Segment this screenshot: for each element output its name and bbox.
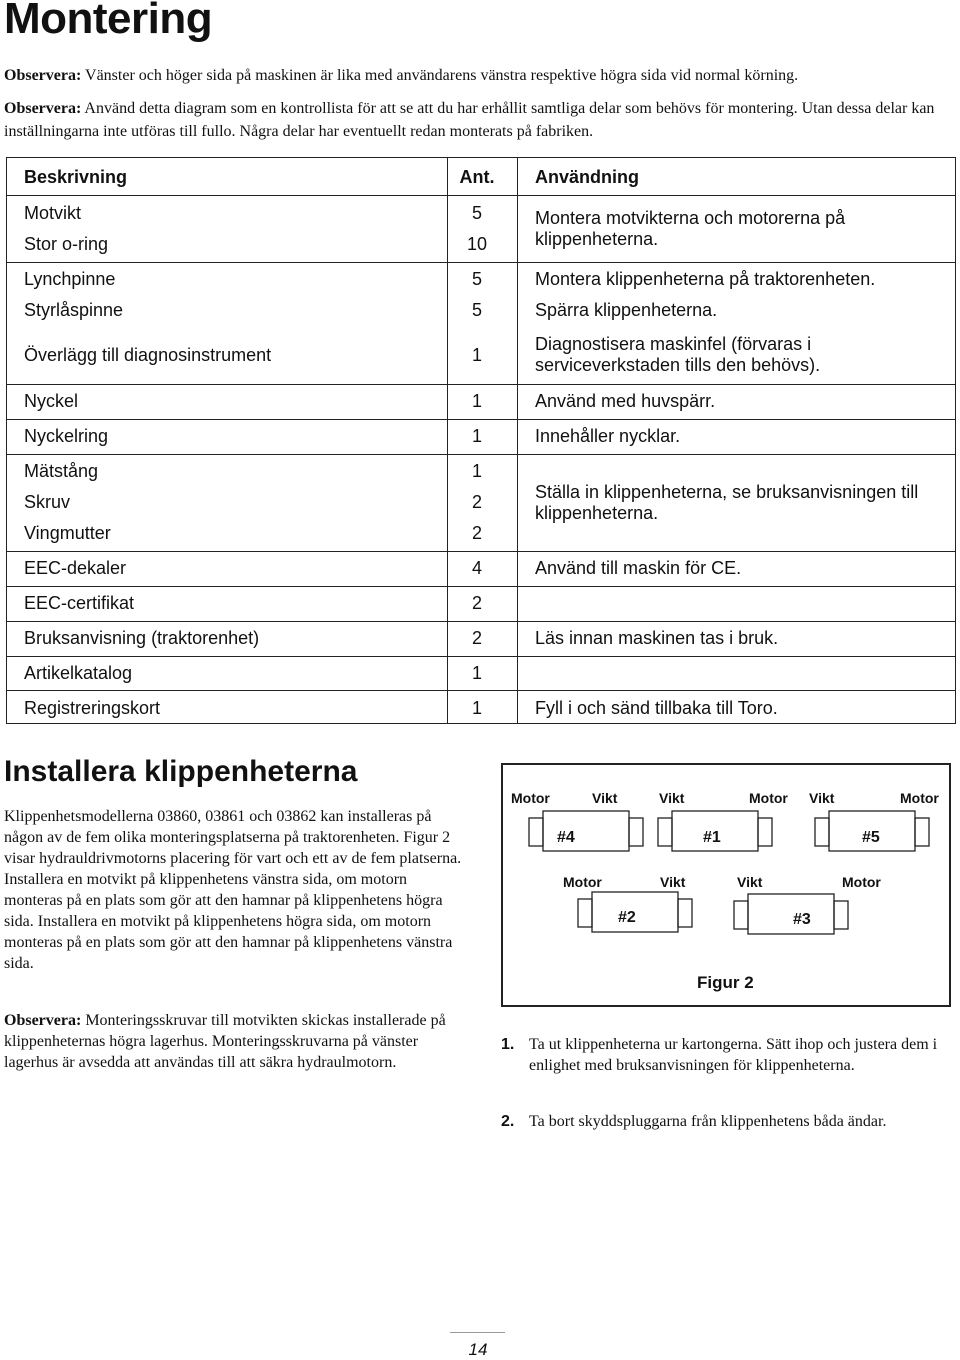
- cutting-unit-4: [529, 811, 643, 851]
- item-usage: Diagnostisera maskinfel (förvaras i serviceverkstaden tills den behövs).: [535, 334, 821, 375]
- item-name: Nyckelring: [24, 426, 109, 446]
- row-divider: [7, 690, 955, 691]
- item-name: Bruksanvisning (traktorenhet): [24, 628, 260, 648]
- item-name: EEC-dekaler: [24, 558, 127, 578]
- item-usage: Montera motvikterna och motorerna på klippenheterna.: [535, 208, 846, 249]
- unit-4-left-label: Motor: [511, 790, 550, 806]
- section-title: Installera klippenheterna: [4, 755, 358, 788]
- item-usage: Läs innan maskinen tas i bruk.: [535, 628, 779, 648]
- note-paragraph: [4, 1010, 464, 1073]
- row-divider: [7, 621, 955, 622]
- unit-5-id: #5: [862, 829, 880, 846]
- item-name: EEC-certifikat: [24, 593, 135, 613]
- item-usage: Fyll i och sänd tillbaka till Toro.: [535, 698, 778, 718]
- item-name: Artikelkatalog: [24, 663, 133, 683]
- note-paragraph: [4, 64, 954, 87]
- page-number: 14: [468, 1340, 488, 1359]
- page-title: Montering: [4, 0, 213, 43]
- item-usage: Ställa in klippenheterna, se bruksanvisningen till klippenheterna.: [535, 482, 919, 523]
- unit-2-right-label: Vikt: [660, 874, 686, 890]
- item-name: Stor o-ring: [24, 234, 109, 254]
- item-usage: Innehåller nycklar.: [535, 426, 681, 446]
- row-divider: [7, 551, 955, 552]
- item-usage: Använd till maskin för CE.: [535, 558, 742, 578]
- item-name: Lynchpinne: [24, 269, 116, 289]
- step-number: 2.: [501, 1113, 515, 1130]
- item-qty: 1: [471, 698, 482, 718]
- item-qty: 1: [471, 426, 482, 446]
- item-usage: Använd med huvspärr.: [535, 391, 716, 411]
- row-divider: [7, 384, 955, 385]
- item-qty: 5: [471, 203, 482, 223]
- item-qty: 1: [471, 663, 482, 683]
- parts-table: [6, 157, 956, 724]
- item-name: Registreringskort: [24, 698, 161, 718]
- step-text: Ta ut klippenheterna ur kartongerna. Sätt ihop och justera dem i enlighet med bruksanvisningen för klippenheterna.: [529, 1036, 938, 1074]
- column-divider: [517, 158, 518, 723]
- note-label: Observera:: [4, 1012, 82, 1029]
- figure-caption: Figur 2: [697, 973, 754, 992]
- unit-2-id: #2: [618, 909, 636, 926]
- unit-5-right-label: Motor: [900, 790, 939, 806]
- unit-4-right-label: Vikt: [592, 790, 618, 806]
- item-usage: Montera klippenheterna på traktorenheten.: [535, 269, 876, 289]
- item-qty: 2: [471, 492, 482, 512]
- unit-3-right-label: Motor: [842, 874, 881, 890]
- unit-1-id: #1: [703, 829, 721, 846]
- item-name: Vingmutter: [24, 523, 111, 543]
- header-usage: Användning: [535, 167, 639, 187]
- note-label: Observera:: [4, 100, 82, 117]
- figure-2: [501, 763, 951, 1007]
- item-qty: 10: [466, 234, 488, 254]
- unit-1-left-label: Vikt: [659, 790, 685, 806]
- cutting-unit-3: [734, 894, 848, 934]
- row-divider: [7, 586, 955, 587]
- unit-3-id: #3: [793, 911, 811, 928]
- note-text: Vänster och höger sida på maskinen är lika med användarens vänstra respektive högra sida vid normal körning.: [81, 67, 799, 84]
- note-label: Observera:: [4, 67, 82, 84]
- item-qty: 2: [471, 523, 482, 543]
- item-name: Styrlåspinne: [24, 300, 124, 320]
- page-number-rule: [450, 1332, 505, 1333]
- mounting-diagram: [503, 765, 949, 1005]
- unit-5-left-label: Vikt: [809, 790, 835, 806]
- item-qty: 1: [471, 391, 482, 411]
- item-name: Mätstång: [24, 461, 99, 481]
- unit-3-left-label: Vikt: [737, 874, 763, 890]
- note-text: Monteringsskruvar till motvikten skickas installerade på klippenheternas högra lagerhus. Monteringsskruvarna på vänster lagerhus är avsedda att användas till att säkra hydraulmotorn.: [4, 1012, 446, 1071]
- header-description: Beskrivning: [24, 167, 128, 187]
- unit-2-left-label: Motor: [563, 874, 602, 890]
- item-name: Skruv: [24, 492, 71, 512]
- note-paragraph: [4, 97, 954, 143]
- item-usage: Spärra klippenheterna.: [535, 300, 718, 320]
- row-divider: [7, 419, 955, 420]
- step-number: 1.: [501, 1036, 515, 1053]
- item-qty: 5: [471, 269, 482, 289]
- body-paragraph: Klippenhetsmodellerna 03860, 03861 och 03862 kan installeras på någon av de fem olika monteringsplatserna på traktorenheten. Figur 2 visar hydrauldrivmotorns placering för vart och ett av de fem platserna. Installera en motvikt på klippenhetens vänstra sida, om motorn monteras på en plats som gör att den hamnar på klippenhetens högra sida. Installera en motvikt på klippenhetens högra sida, om motorn monteras på en plats som gör att den hamnar på klippenhetens vänstra sida.: [4, 808, 462, 972]
- row-divider: [7, 195, 955, 196]
- item-name: Motvikt: [24, 203, 82, 223]
- item-qty: 5: [471, 300, 482, 320]
- item-name: Överlägg till diagnosinstrument: [24, 345, 272, 365]
- item-qty: 2: [471, 593, 482, 613]
- row-divider: [7, 454, 955, 455]
- item-qty: 2: [471, 628, 482, 648]
- item-qty: 1: [471, 345, 482, 365]
- unit-4-id: #4: [557, 829, 575, 846]
- row-divider: [7, 656, 955, 657]
- header-qty: Ant.: [459, 167, 495, 187]
- note-text: Använd detta diagram som en kontrollista för att se att du har erhållit samtliga delar som behövs för montering. Utan dessa delar kan inställningarna inte utföras till fullo. Några delar har eventuellt redan monterats på fabriken.: [4, 100, 935, 140]
- item-name: Nyckel: [24, 391, 79, 411]
- unit-1-right-label: Motor: [749, 790, 788, 806]
- item-qty: 1: [471, 461, 482, 481]
- step-text: Ta bort skyddspluggarna från klippenhetens båda ändar.: [529, 1113, 887, 1130]
- item-qty: 4: [471, 558, 482, 578]
- row-divider: [7, 262, 955, 263]
